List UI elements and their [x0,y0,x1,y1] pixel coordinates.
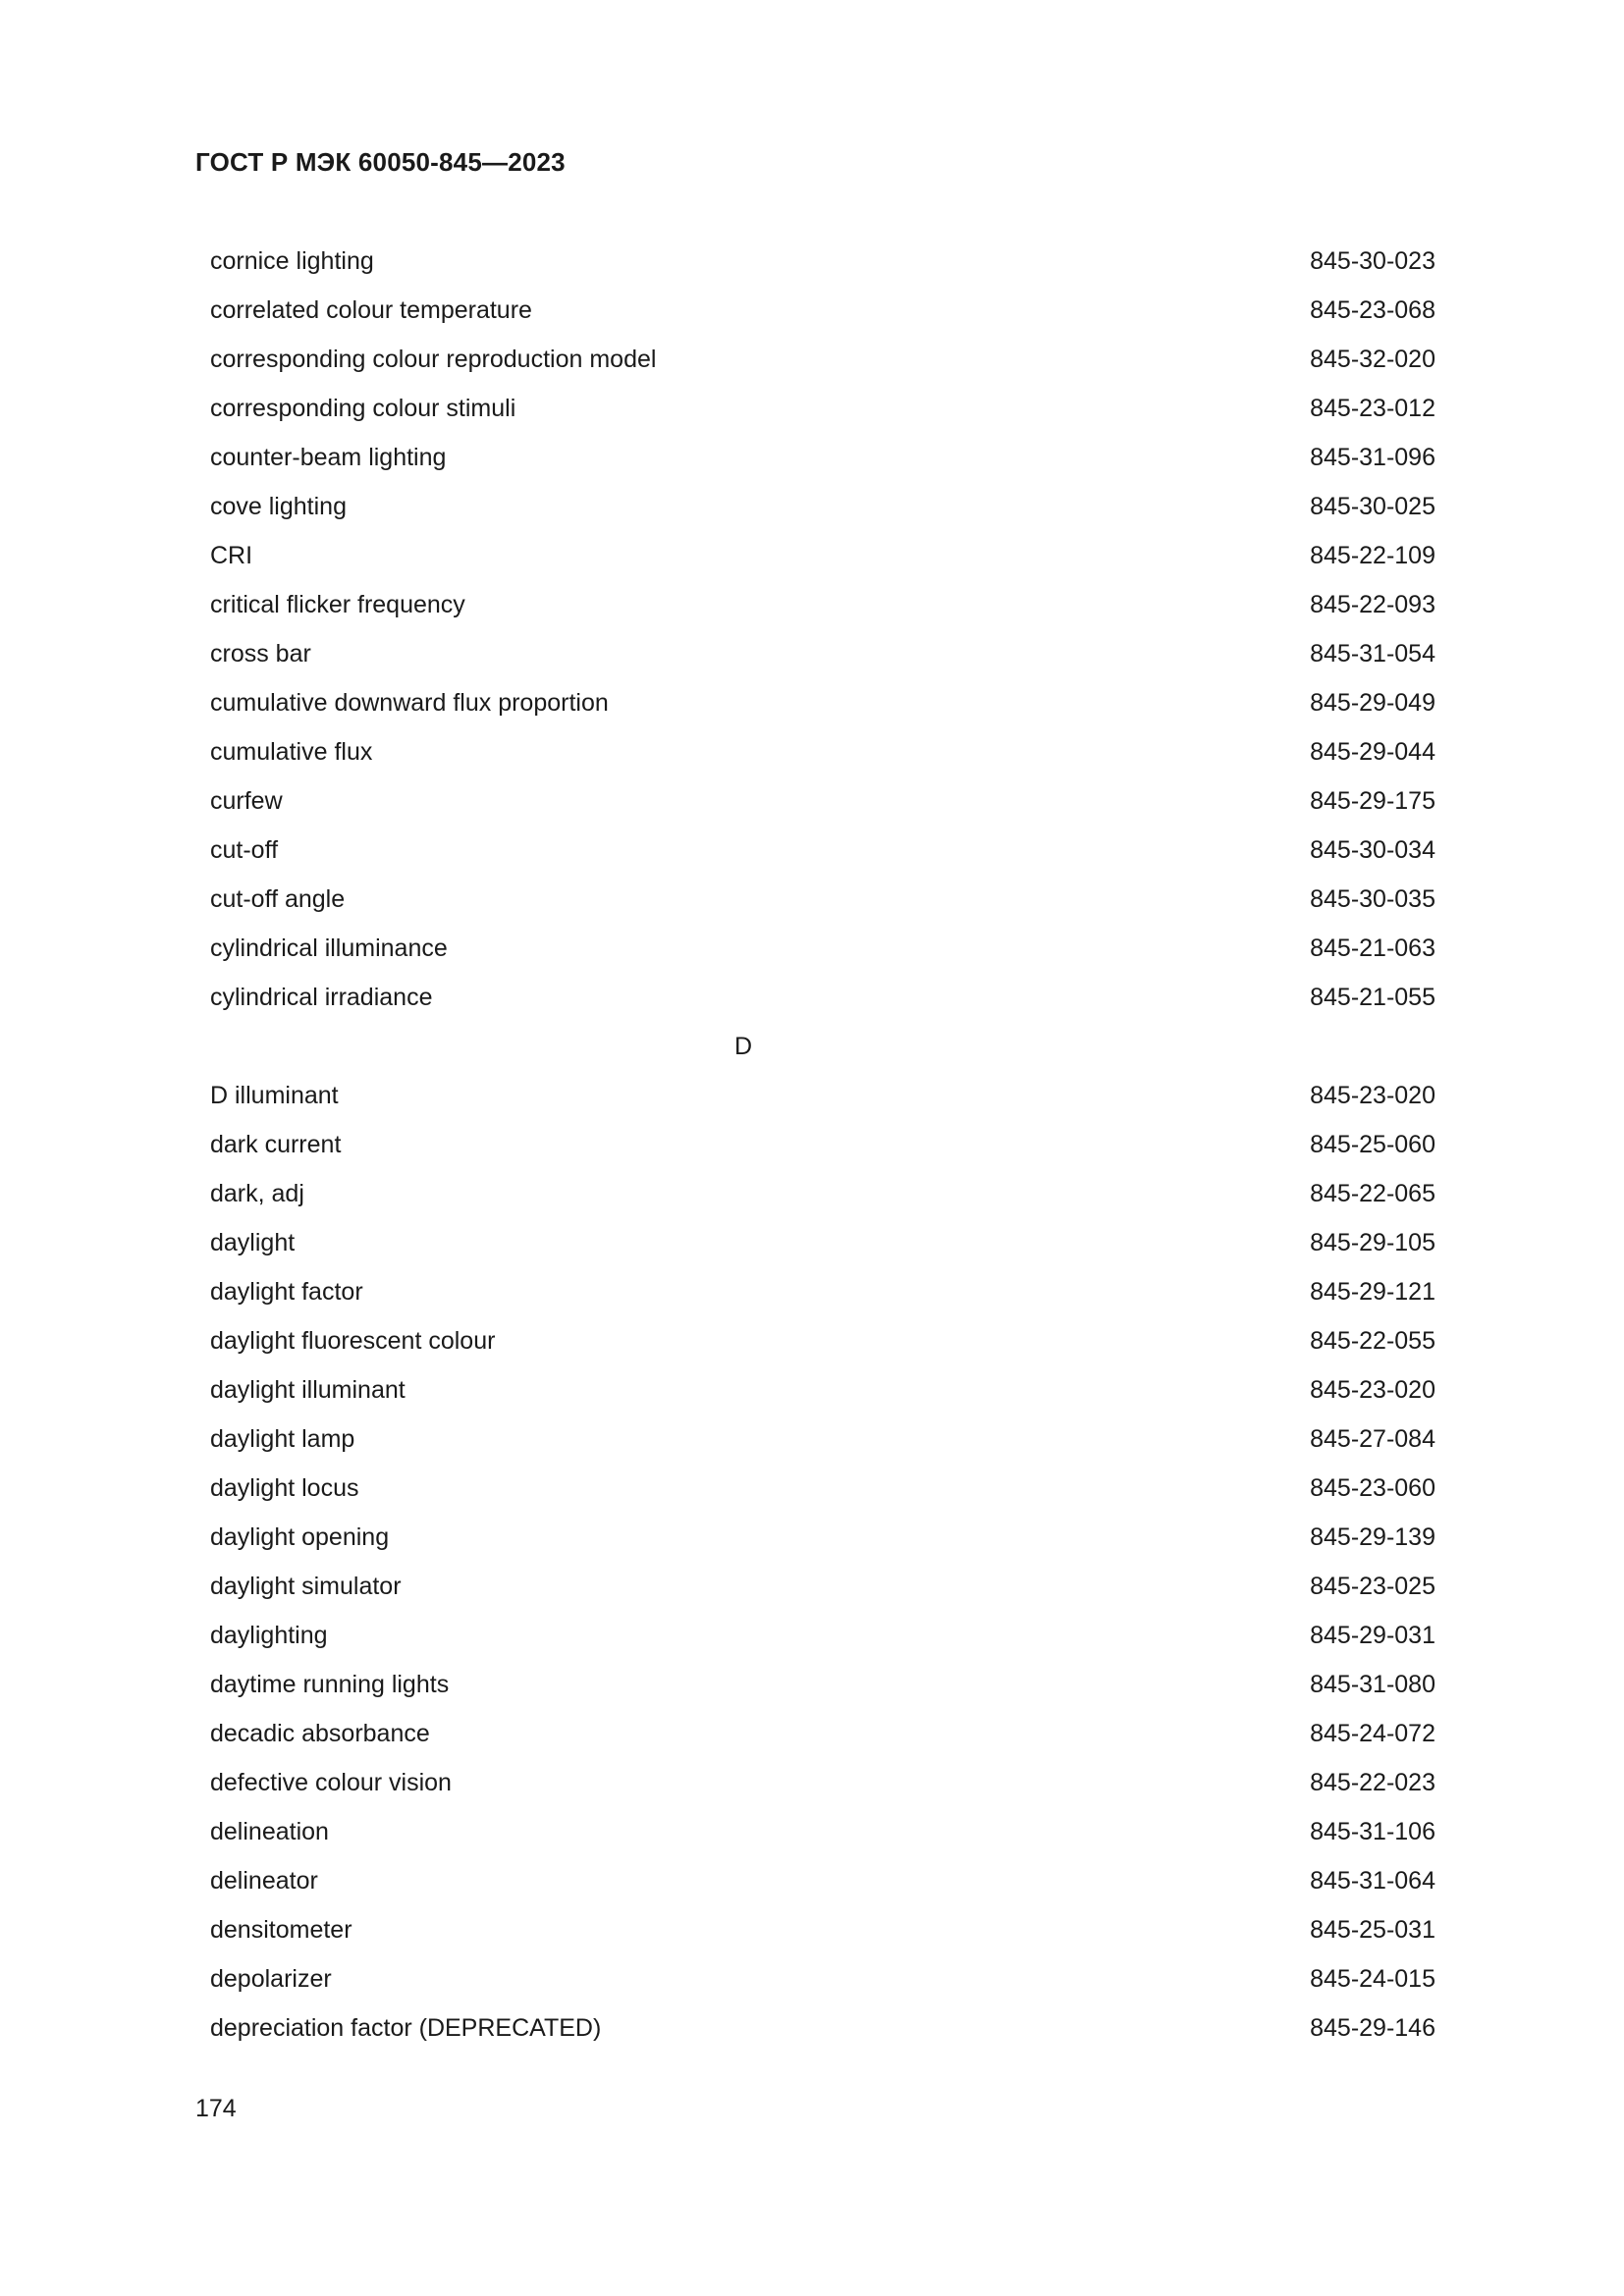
index-code: 845-29-146 [1310,2013,1435,2042]
index-code: 845-22-023 [1310,1768,1435,1796]
index-code: 845-25-060 [1310,1130,1435,1158]
index-term: curfew [210,786,283,815]
index-term: cornice lighting [210,246,374,275]
index-code: 845-29-049 [1310,688,1435,717]
index-entry [210,1611,1435,1660]
index-term: cross bar [210,639,311,667]
index-term: cut-off angle [210,884,346,913]
index-code: 845-29-031 [1310,1621,1435,1649]
index-list [210,237,1435,2053]
index-entry [210,1905,1435,1954]
index-term: corresponding colour stimuli [210,394,516,422]
index-code: 845-29-121 [1310,1277,1435,1306]
index-term: daylight lamp [210,1424,355,1453]
index-term: counter-beam lighting [210,443,447,471]
index-entry [210,924,1435,973]
index-entry [210,1120,1435,1169]
index-entry [210,1464,1435,1513]
index-term: defective colour vision [210,1768,452,1796]
index-entry [210,875,1435,924]
index-code: 845-22-055 [1310,1326,1435,1355]
index-entry [210,384,1435,433]
index-section-d [210,1071,1435,2053]
index-term: correlated colour temperature [210,295,532,324]
index-entry [210,1513,1435,1562]
index-term: cumulative flux [210,737,373,766]
index-code: 845-23-020 [1310,1081,1435,1109]
index-entry [210,826,1435,875]
index-code: 845-29-044 [1310,737,1435,766]
index-term: critical flicker frequency [210,590,465,618]
index-term: daylight opening [210,1522,390,1551]
index-code: 845-23-012 [1310,394,1435,422]
index-term: cove lighting [210,492,347,520]
index-code: 845-31-080 [1310,1670,1435,1698]
index-entry [210,1954,1435,2003]
index-term: dark, adj [210,1179,304,1207]
index-entry [210,1365,1435,1415]
index-entry [210,1169,1435,1218]
index-code: 845-22-109 [1310,541,1435,569]
index-code: 845-25-031 [1310,1915,1435,1944]
index-code: 845-23-068 [1310,295,1435,324]
index-entry [210,1758,1435,1807]
index-code: 845-21-055 [1310,983,1435,1011]
index-term: cylindrical irradiance [210,983,433,1011]
index-code: 845-29-105 [1310,1228,1435,1256]
index-code: 845-31-106 [1310,1817,1435,1845]
index-entry [210,1218,1435,1267]
index-entry [210,335,1435,384]
index-term: cut-off [210,835,279,864]
index-term: daylight fluorescent colour [210,1326,496,1355]
index-term: daylight locus [210,1473,359,1502]
index-entry [210,678,1435,727]
index-entry [210,2003,1435,2053]
index-code: 845-31-096 [1310,443,1435,471]
index-code: 845-23-025 [1310,1572,1435,1600]
index-entry [210,1415,1435,1464]
index-term: delineation [210,1817,329,1845]
index-code: 845-30-035 [1310,884,1435,913]
index-code: 845-21-063 [1310,934,1435,962]
index-entry [210,286,1435,335]
page-number: 174 [195,2095,237,2122]
index-term: densitometer [210,1915,352,1944]
index-term: daylight simulator [210,1572,402,1600]
index-code: 845-32-020 [1310,345,1435,373]
index-term: depolarizer [210,1964,332,1993]
index-entry [210,531,1435,580]
index-entry [210,1562,1435,1611]
index-term: daytime running lights [210,1670,450,1698]
index-entry [210,1316,1435,1365]
index-entry [210,1267,1435,1316]
index-term: daylight [210,1228,296,1256]
index-entry [210,1856,1435,1905]
index-code: 845-24-015 [1310,1964,1435,1993]
index-code: 845-31-064 [1310,1866,1435,1895]
index-term: cumulative downward flux proportion [210,688,609,717]
index-entry [210,433,1435,482]
index-term: daylighting [210,1621,328,1649]
index-code: 845-30-023 [1310,246,1435,275]
index-code: 845-29-175 [1310,786,1435,815]
index-entry [210,1660,1435,1709]
index-entry [210,237,1435,286]
index-term: cylindrical illuminance [210,934,448,962]
index-code: 845-22-093 [1310,590,1435,618]
section-letter-heading: D [733,1032,753,1060]
index-code: 845-30-025 [1310,492,1435,520]
index-section-c [210,237,1435,1022]
index-code: 845-31-054 [1310,639,1435,667]
index-term: daylight illuminant [210,1375,406,1404]
index-entry [210,1807,1435,1856]
index-entry [210,727,1435,776]
index-code: 845-23-020 [1310,1375,1435,1404]
index-code: 845-30-034 [1310,835,1435,864]
index-term: decadic absorbance [210,1719,430,1747]
index-entry [210,973,1435,1022]
index-entry [210,629,1435,678]
index-code: 845-24-072 [1310,1719,1435,1747]
index-entry [210,1071,1435,1120]
index-term: corresponding colour reproduction model [210,345,657,373]
index-code: 845-22-065 [1310,1179,1435,1207]
index-code: 845-27-084 [1310,1424,1435,1453]
index-term: dark current [210,1130,342,1158]
index-entry [210,482,1435,531]
index-entry [210,1709,1435,1758]
index-term: depreciation factor (DEPRECATED) [210,2013,602,2042]
index-term: delineator [210,1866,318,1895]
index-entry [210,580,1435,629]
index-term: daylight factor [210,1277,363,1306]
index-term: CRI [210,541,253,569]
page-header: ГОСТ Р МЭК 60050-845—2023 [195,147,566,177]
index-entry [210,776,1435,826]
index-code: 845-29-139 [1310,1522,1435,1551]
index-code: 845-23-060 [1310,1473,1435,1502]
index-term: D illuminant [210,1081,339,1109]
